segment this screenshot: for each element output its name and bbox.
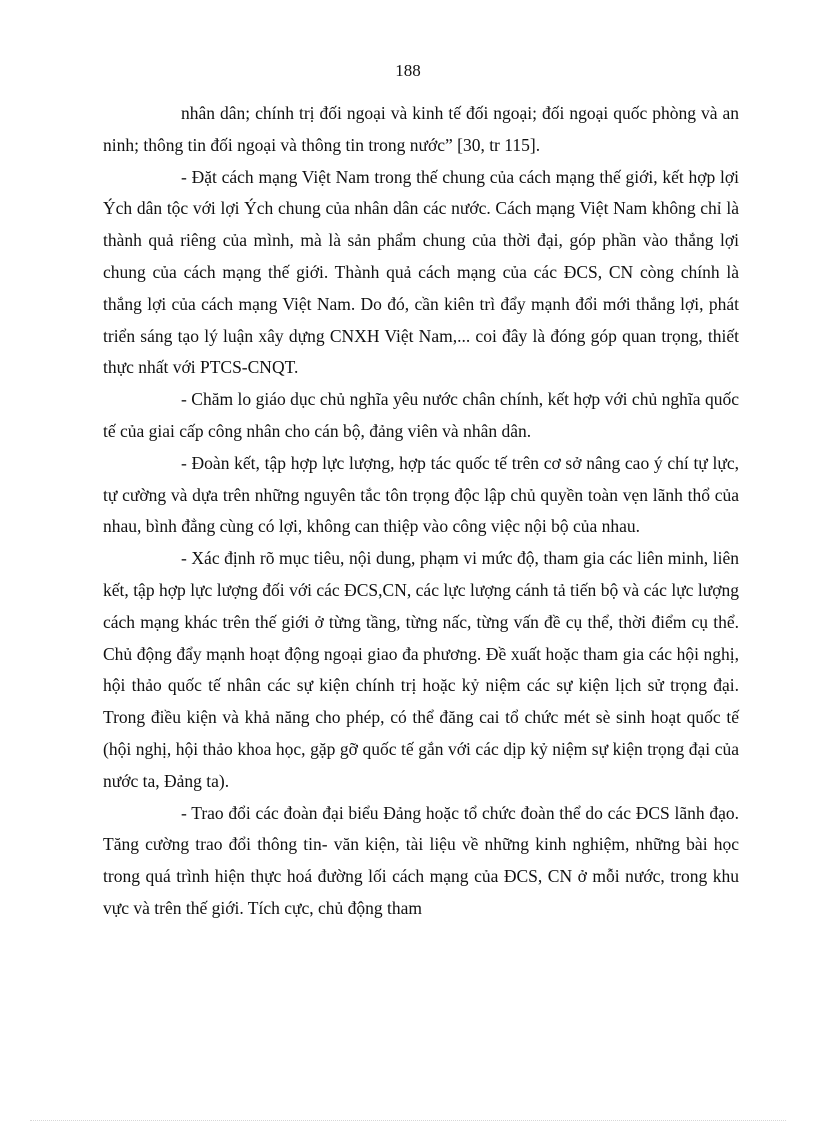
page-number: 188 (395, 61, 421, 80)
paragraph-bullet-exchange: - Trao đổi các đoàn đại biểu Đảng hoặc tổ chức đoàn thể do các ĐCS lãnh đạo. Tăng cường trao đổi thông tin- văn kiện, tài liệu về những kinh nghiệm, những bài học trong quá trình hiện thực hoá đường lối cách mạng của ĐCS, CN ở mỗi nước, trong khu vực và trên thế giới. Tích cực, chủ động tham (103, 802, 739, 918)
paragraph-continuation: nhân dân; chính trị đối ngoại và kinh tế đối ngoại; đối ngoại quốc phòng và an ninh; thông tin đối ngoại và thông tin trong nước” [30, tr 115]. (103, 103, 739, 155)
paragraph-bullet-revolution: - Đặt cách mạng Việt Nam trong thế chung của cách mạng thế giới, kết hợp lợi Ých dân tộc với lợi Ých chung của nhân dân các nước. Cách mạng Việt Nam không chỉ là thành quả riêng của mình, mà là sản phẩm chung của thời đại, góp phần vào thắng lợi chung của cách mạng thế giới. Thành quả cách mạng của các ĐCS, CN còng chính là thắng lợi của cách mạng Việt Nam. Do đó, cần kiên trì đẩy mạnh đổi mới thắng lợi, phát triển sáng tạo lý luận xây dựng CNXH Việt Nam,... coi đây là đóng góp quan trọng, thiết thực nhất với PTCS-CNQT. (103, 166, 739, 378)
page-bottom-divider (30, 1120, 786, 1121)
body-text (103, 98, 739, 925)
paragraph-bullet-patriotism: - Chăm lo giáo dục chủ nghĩa yêu nước chân chính, kết hợp với chủ nghĩa quốc tế của giai cấp công nhân cho cán bộ, đảng viên và nhân dân. (103, 389, 739, 441)
paragraph-bullet-objectives: - Xác định rõ mục tiêu, nội dung, phạm vi mức độ, tham gia các liên minh, liên kết, tập hợp lực lượng đối với các ĐCS,CN, các lực lượng cánh tả tiến bộ và các lực lượng cách mạng khác trên thế giới ở từng tầng, từng nấc, từng vấn đề cụ thể, thời điểm cụ thể. Chủ động đẩy mạnh hoạt động ngoại giao đa phương. Đề xuất hoặc tham gia các hội nghị, hội thảo quốc tế nhân các sự kiện chính trị hoặc kỷ niệm các sự kiện lịch sử trọng đại. Trong điều kiện và khả năng cho phép, có thể đăng cai tổ chức mét sè sinh hoạt quốc tế (hội nghị, hội thảo khoa học, gặp gỡ quốc tế gắn với các dịp kỷ niệm sự kiện trọng đại của nước ta, Đảng ta). (103, 548, 739, 791)
paragraph-bullet-solidarity: - Đoàn kết, tập hợp lực lượng, hợp tác quốc tế trên cơ sở nâng cao ý chí tự lực, tự cường và dựa trên những nguyên tắc tôn trọng độc lập chủ quyền toàn vẹn lãnh thổ của nhau, bình đẳng cùng có lợi, không can thiệp vào công việc nội bộ của nhau. (103, 452, 739, 537)
